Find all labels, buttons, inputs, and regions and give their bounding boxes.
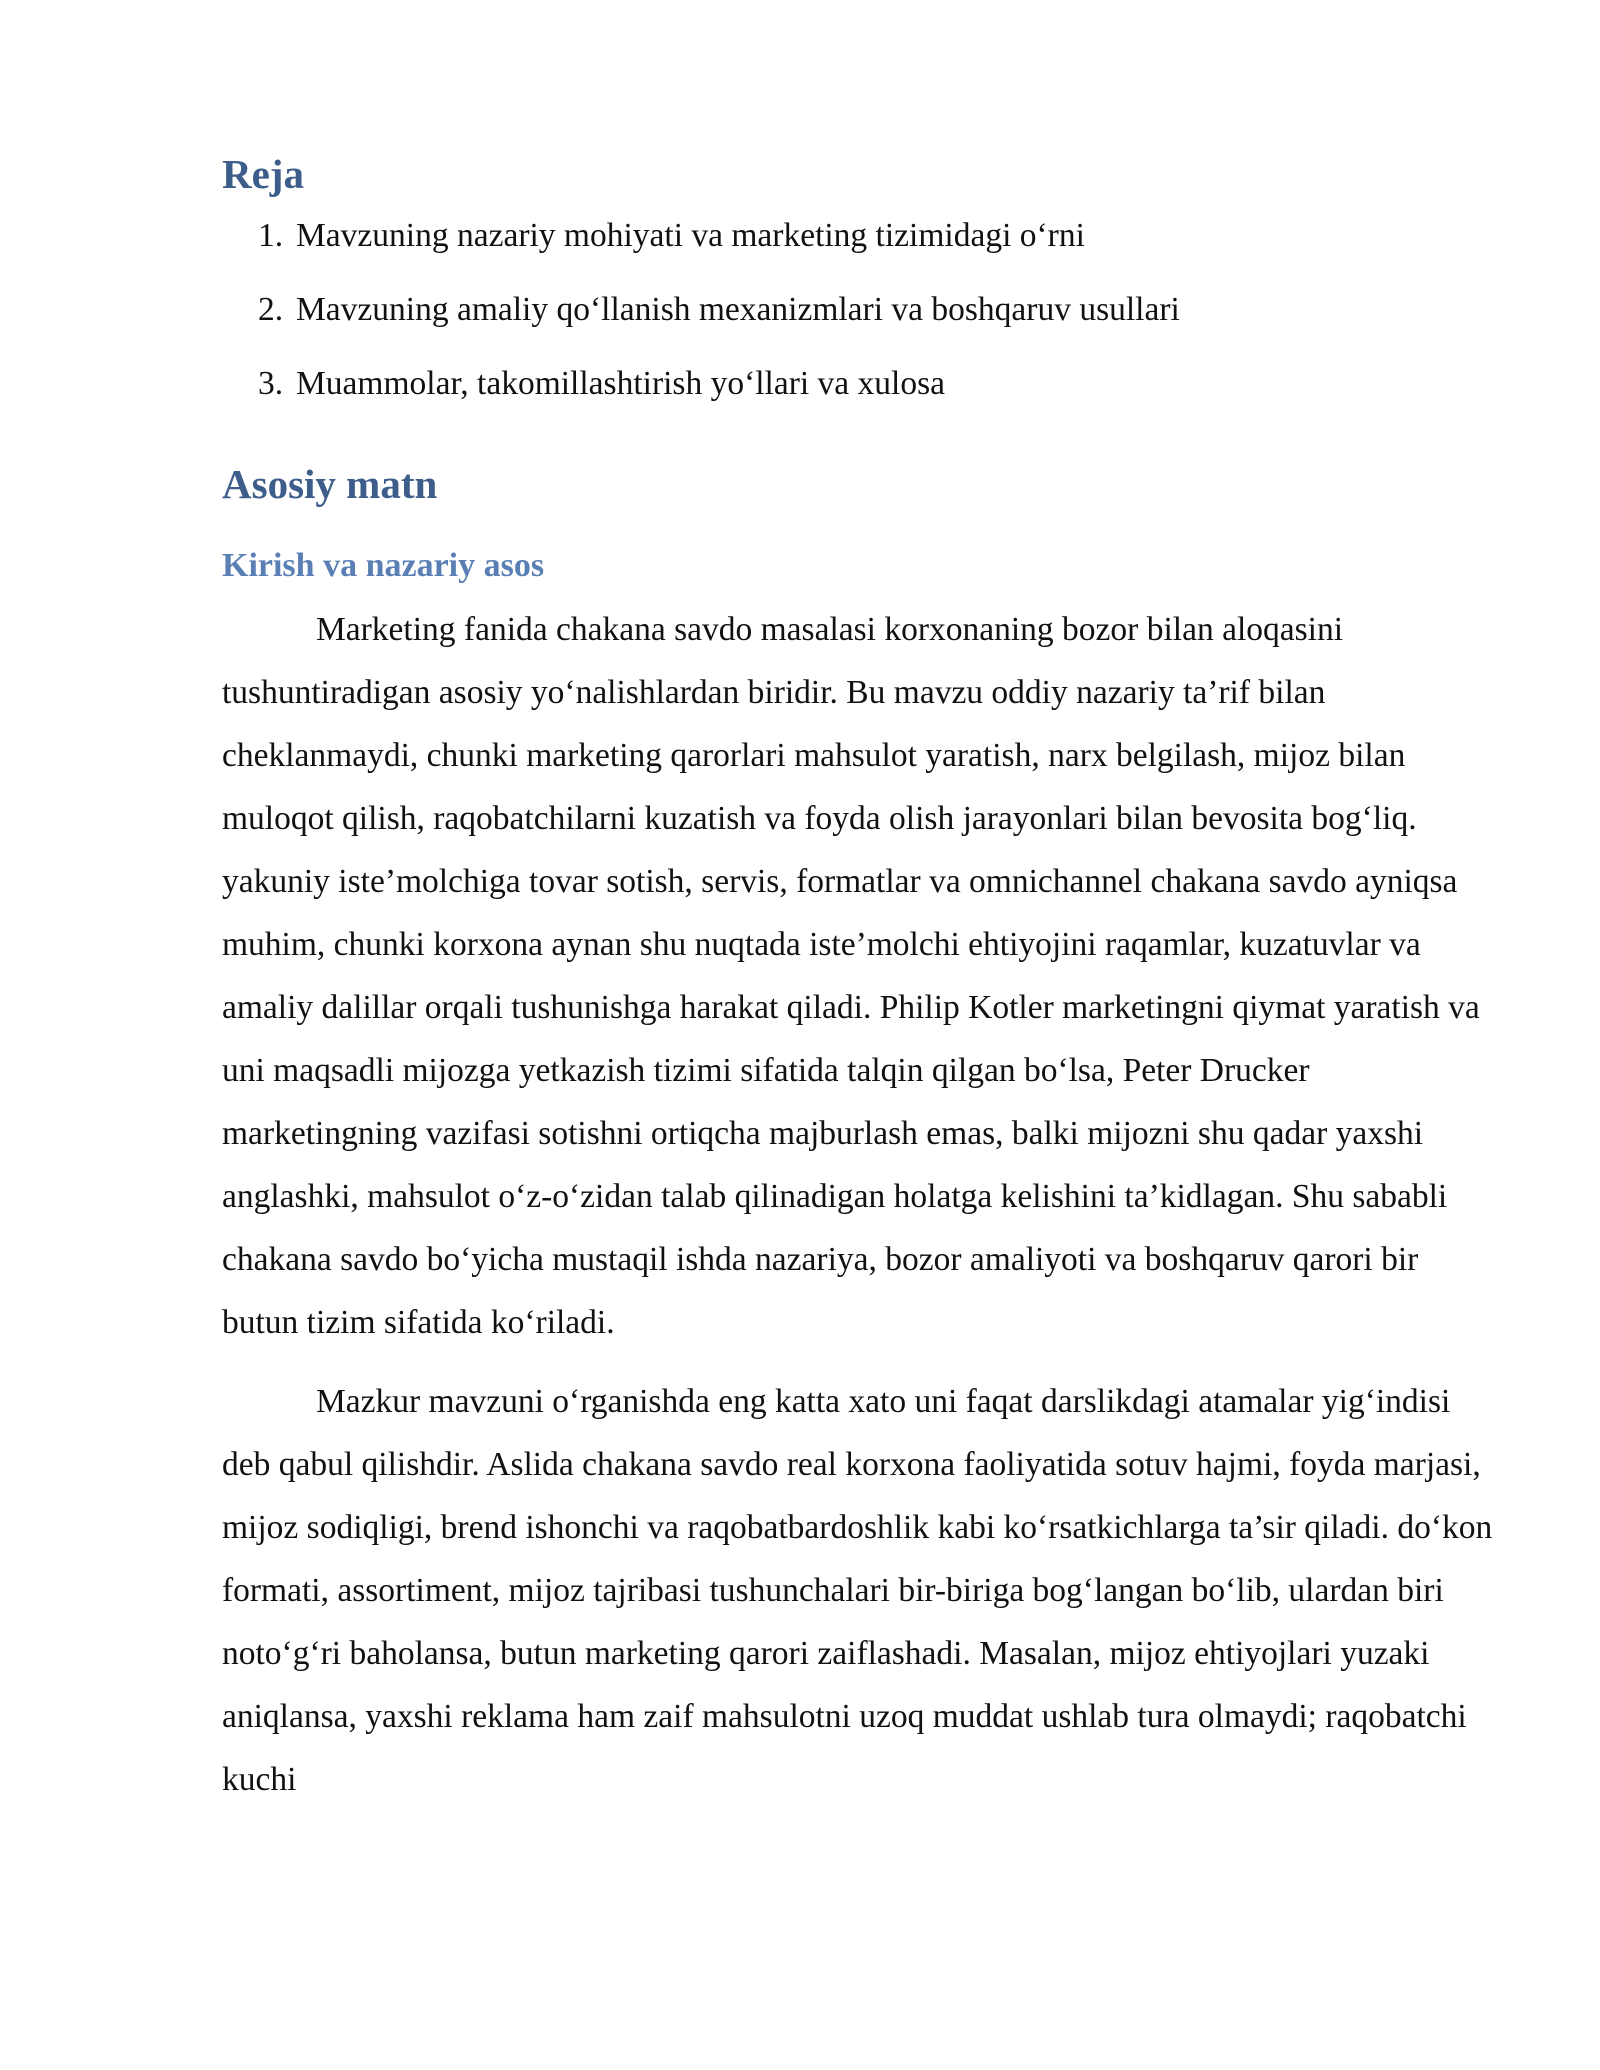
list-item-text: Mavzuning amaliy qo‘llanish mexanizmlari va boshqaruv usullari [296, 291, 1180, 328]
list-item [258, 216, 1494, 256]
list-item-text: Muammolar, takomillashtirish yo‘llari va xulosa [296, 365, 945, 402]
list-item-number: 3. [258, 365, 284, 402]
section-subheading: Kirish va nazariy asos [222, 547, 545, 584]
main-heading: Asosiy matn [222, 461, 438, 507]
plan-heading: Reja [222, 151, 304, 197]
list-item-text: Mavzuning nazariy mohiyati va marketing tizimidagi o‘rni [296, 217, 1085, 254]
plan-list [222, 216, 1494, 404]
body-paragraph: Mazkur mavzuni o‘rganishda eng katta xato uni faqat darslikdagi atamalar yig‘indisi deb qabul qilishdir. Aslida chakana savdo real korxona faoliyatida sotuv hajmi, foyda marjasi, mijoz sodiqligi, brend ishonchi va raqobatbardoshlik kabi ko‘rsatkichlarga ta’sir qiladi. do‘kon formati, assortiment, mijoz tajribasi tushunchalari bir-biriga bog‘langan bo‘lib, ulardan biri noto‘g‘ri baholansa, butun marketing qarori zaiflashadi. Masalan, mijoz ehtiyojlari yuzaki aniqlansa, yaxshi reklama ham zaif mahsulotni uzoq muddat ushlab tura olmaydi; raqobatchi kuchi [222, 1383, 1493, 1798]
body-paragraph: Marketing fanida chakana savdo masalasi korxonaning bozor bilan aloqasini tushuntiradigan asosiy yo‘nalishlardan biridir. Bu mavzu oddiy nazariy ta’rif bilan cheklanmaydi, chunki marketing qarorlari mahsulot yaratish, narx belgilash, mijoz bilan muloqot qilish, raqobatchilarni kuzatish va foyda olish jarayonlari bilan bevosita bog‘liq. yakuniy iste’molchiga tovar sotish, servis, formatlar va omnichannel chakana savdo ayniqsa muhim, chunki korxona aynan shu nuqtada iste’molchi ehtiyojini raqamlar, kuzatuvlar va amaliy dalillar orqali tushunishga harakat qiladi. Philip Kotler marketingni qiymat yaratish va uni maqsadli mijozga yetkazish tizimi sifatida talqin qilgan bo‘lsa, Peter Drucker marketingning vazifasi sotishni ortiqcha majburlash emas, balki mijozni shu qadar yaxshi anglashki, mahsulot o‘z-o‘zidan talab qilinadigan holatga kelishini ta’kidlagan. Shu sababli chakana savdo bo‘yicha mustaqil ishda nazariya, bozor amaliyoti va boshqaruv qarori bir butun tizim sifatida ko‘riladi. [222, 611, 1480, 1341]
list-item-number: 1. [258, 217, 284, 254]
list-item [258, 364, 1494, 404]
list-item [258, 290, 1494, 330]
list-item-number: 2. [258, 291, 284, 328]
document-page [222, 150, 1494, 1811]
